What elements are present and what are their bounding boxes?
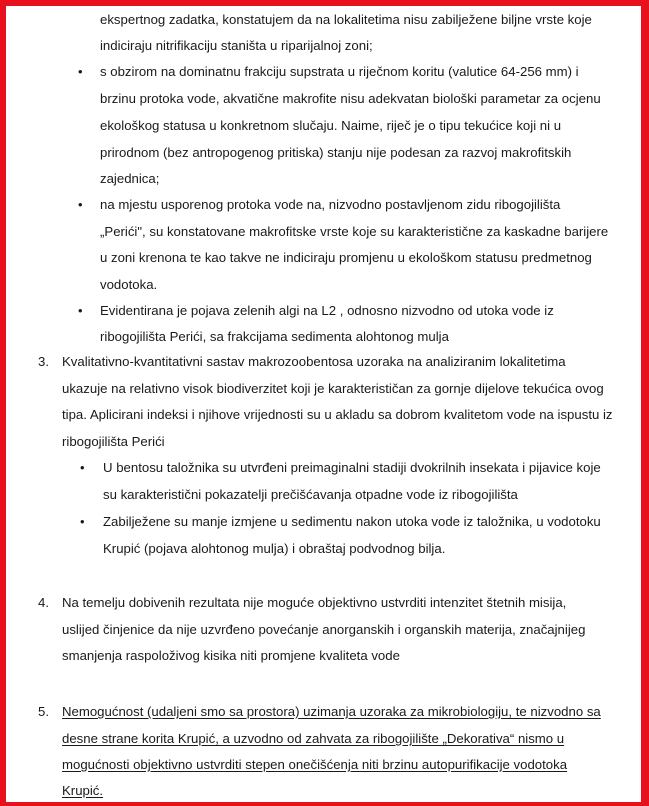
item3-bullet2-line-2: Krupić (pojava alohtonog mulja) i obraštaj podvodnog bilja. xyxy=(103,541,446,556)
bullet-marker: • xyxy=(80,514,85,529)
bullet1-line-4: prirodnom (bez antropogenog pritiska) stanju nije podesan za razvoj makrofitskih xyxy=(100,145,572,160)
bullet2-line-3: u zoni krenona te kao takve ne indiciraju promjenu u ekološkom statusu predmetnog xyxy=(100,250,592,265)
bullet3-line-2: ribogojilišta Perići, sa frakcijama sedimenta alohtonog mulja xyxy=(100,329,449,344)
item5-line-1: Nemogućnost (udaljeni smo sa prostora) uzimanja uzoraka za mikrobiologiju, te nizvodno sa xyxy=(62,704,601,719)
bullet-marker: • xyxy=(78,197,83,212)
bullet2-line-2: „Perići", su konstatovane makrofitske vrste koje su karakteristične za kaskadne barijere xyxy=(100,224,609,239)
item3-bullet1-line-2: su karakteristični pokazatelji prečišćavanja otpadne vode iz ribogojilišta xyxy=(103,487,518,502)
bullet-marker: • xyxy=(78,303,83,318)
bullet2-line-4: vodotoka. xyxy=(100,277,158,292)
bullet3-line-1: Evidentirana je pojava zelenih algi na L2 , odnosno nizvodno od utoka vode iz xyxy=(100,303,554,318)
bullet-marker: • xyxy=(78,64,83,79)
bullet-marker: • xyxy=(80,460,85,475)
bullet1-line-2: brzinu protoka vode, akvatične makrofite nisu adekvatan biološki parametar za ocjenu xyxy=(100,91,601,106)
item5-line-3: mogućnosti objektivno ustvrditi stepen onečišćenja niti brzinu autopurifikacije vodotoka xyxy=(62,757,568,772)
item-number: 5. xyxy=(38,704,49,719)
item5-line-4: Krupić. xyxy=(62,783,104,798)
item-number: 4. xyxy=(38,595,49,610)
item3-line-2: ukazuje na relativno visok biodiverzitet koji je karakterističan za gornje dijelove tekućica ovog xyxy=(62,381,604,396)
item3-bullet2-line-1: Zabilježene su manje izmjene u sedimentu nakon utoka vode iz taložnika, u vodotoku xyxy=(103,514,601,529)
item3-line-4: ribogojilišta Perići xyxy=(62,434,165,449)
intro-line-2: indiciraju nitrifikaciju staništa u riparijalnoj zoni; xyxy=(100,38,373,53)
item4-line-1: Na temelju dobivenih rezultata nije moguće objektivno ustvrditi intenzitet štetnih misija, xyxy=(62,595,567,610)
bullet2-line-1: na mjestu usporenog protoka vode na, nizvodno postavljenom zidu ribogojilišta xyxy=(100,197,561,212)
item4-line-2: uslijed činjenice da nije uzvrđeno povećanje anorganskih i organskih materija, značajnijeg xyxy=(62,622,586,637)
intro-line-1: ekspertnog zadatka, konstatujem da na lokalitetima nisu zabilježene biljne vrste koje xyxy=(100,12,592,27)
item3-line-1: Kvalitativno-kvantitativni sastav makrozoobentosa uzoraka na analiziranim lokalitetima xyxy=(62,354,566,369)
bullet1-line-3: ekološkog statusa u konkretnom slučaju. Naime, riječ je o tipu tekućice koji ni u xyxy=(100,118,562,133)
bullet1-line-1: s obzirom na dominatnu frakciju supstrata u riječnom koritu (valutice 64-256 mm) i xyxy=(100,64,579,79)
item4-line-3: smanjenja raspoloživog kisika niti promjene kvaliteta vode xyxy=(62,648,400,663)
bullet1-line-5: zajednica; xyxy=(100,171,160,186)
item3-line-3: tipa. Aplicirani indeksi i njihove vrijednosti su u akladu sa dobrom kvalitetom vode na ispustu iz xyxy=(62,407,613,422)
item-number: 3. xyxy=(38,354,49,369)
item3-bullet1-line-1: U bentosu taložnika su utvrđeni preimaginalni stadiji dvokrilnih insekata i pijavice koje xyxy=(103,460,601,475)
item5-line-2: desne strane korita Krupić, a uzvodno od zahvata za ribogojilište „Dekorativa“ nismo u xyxy=(62,731,565,746)
